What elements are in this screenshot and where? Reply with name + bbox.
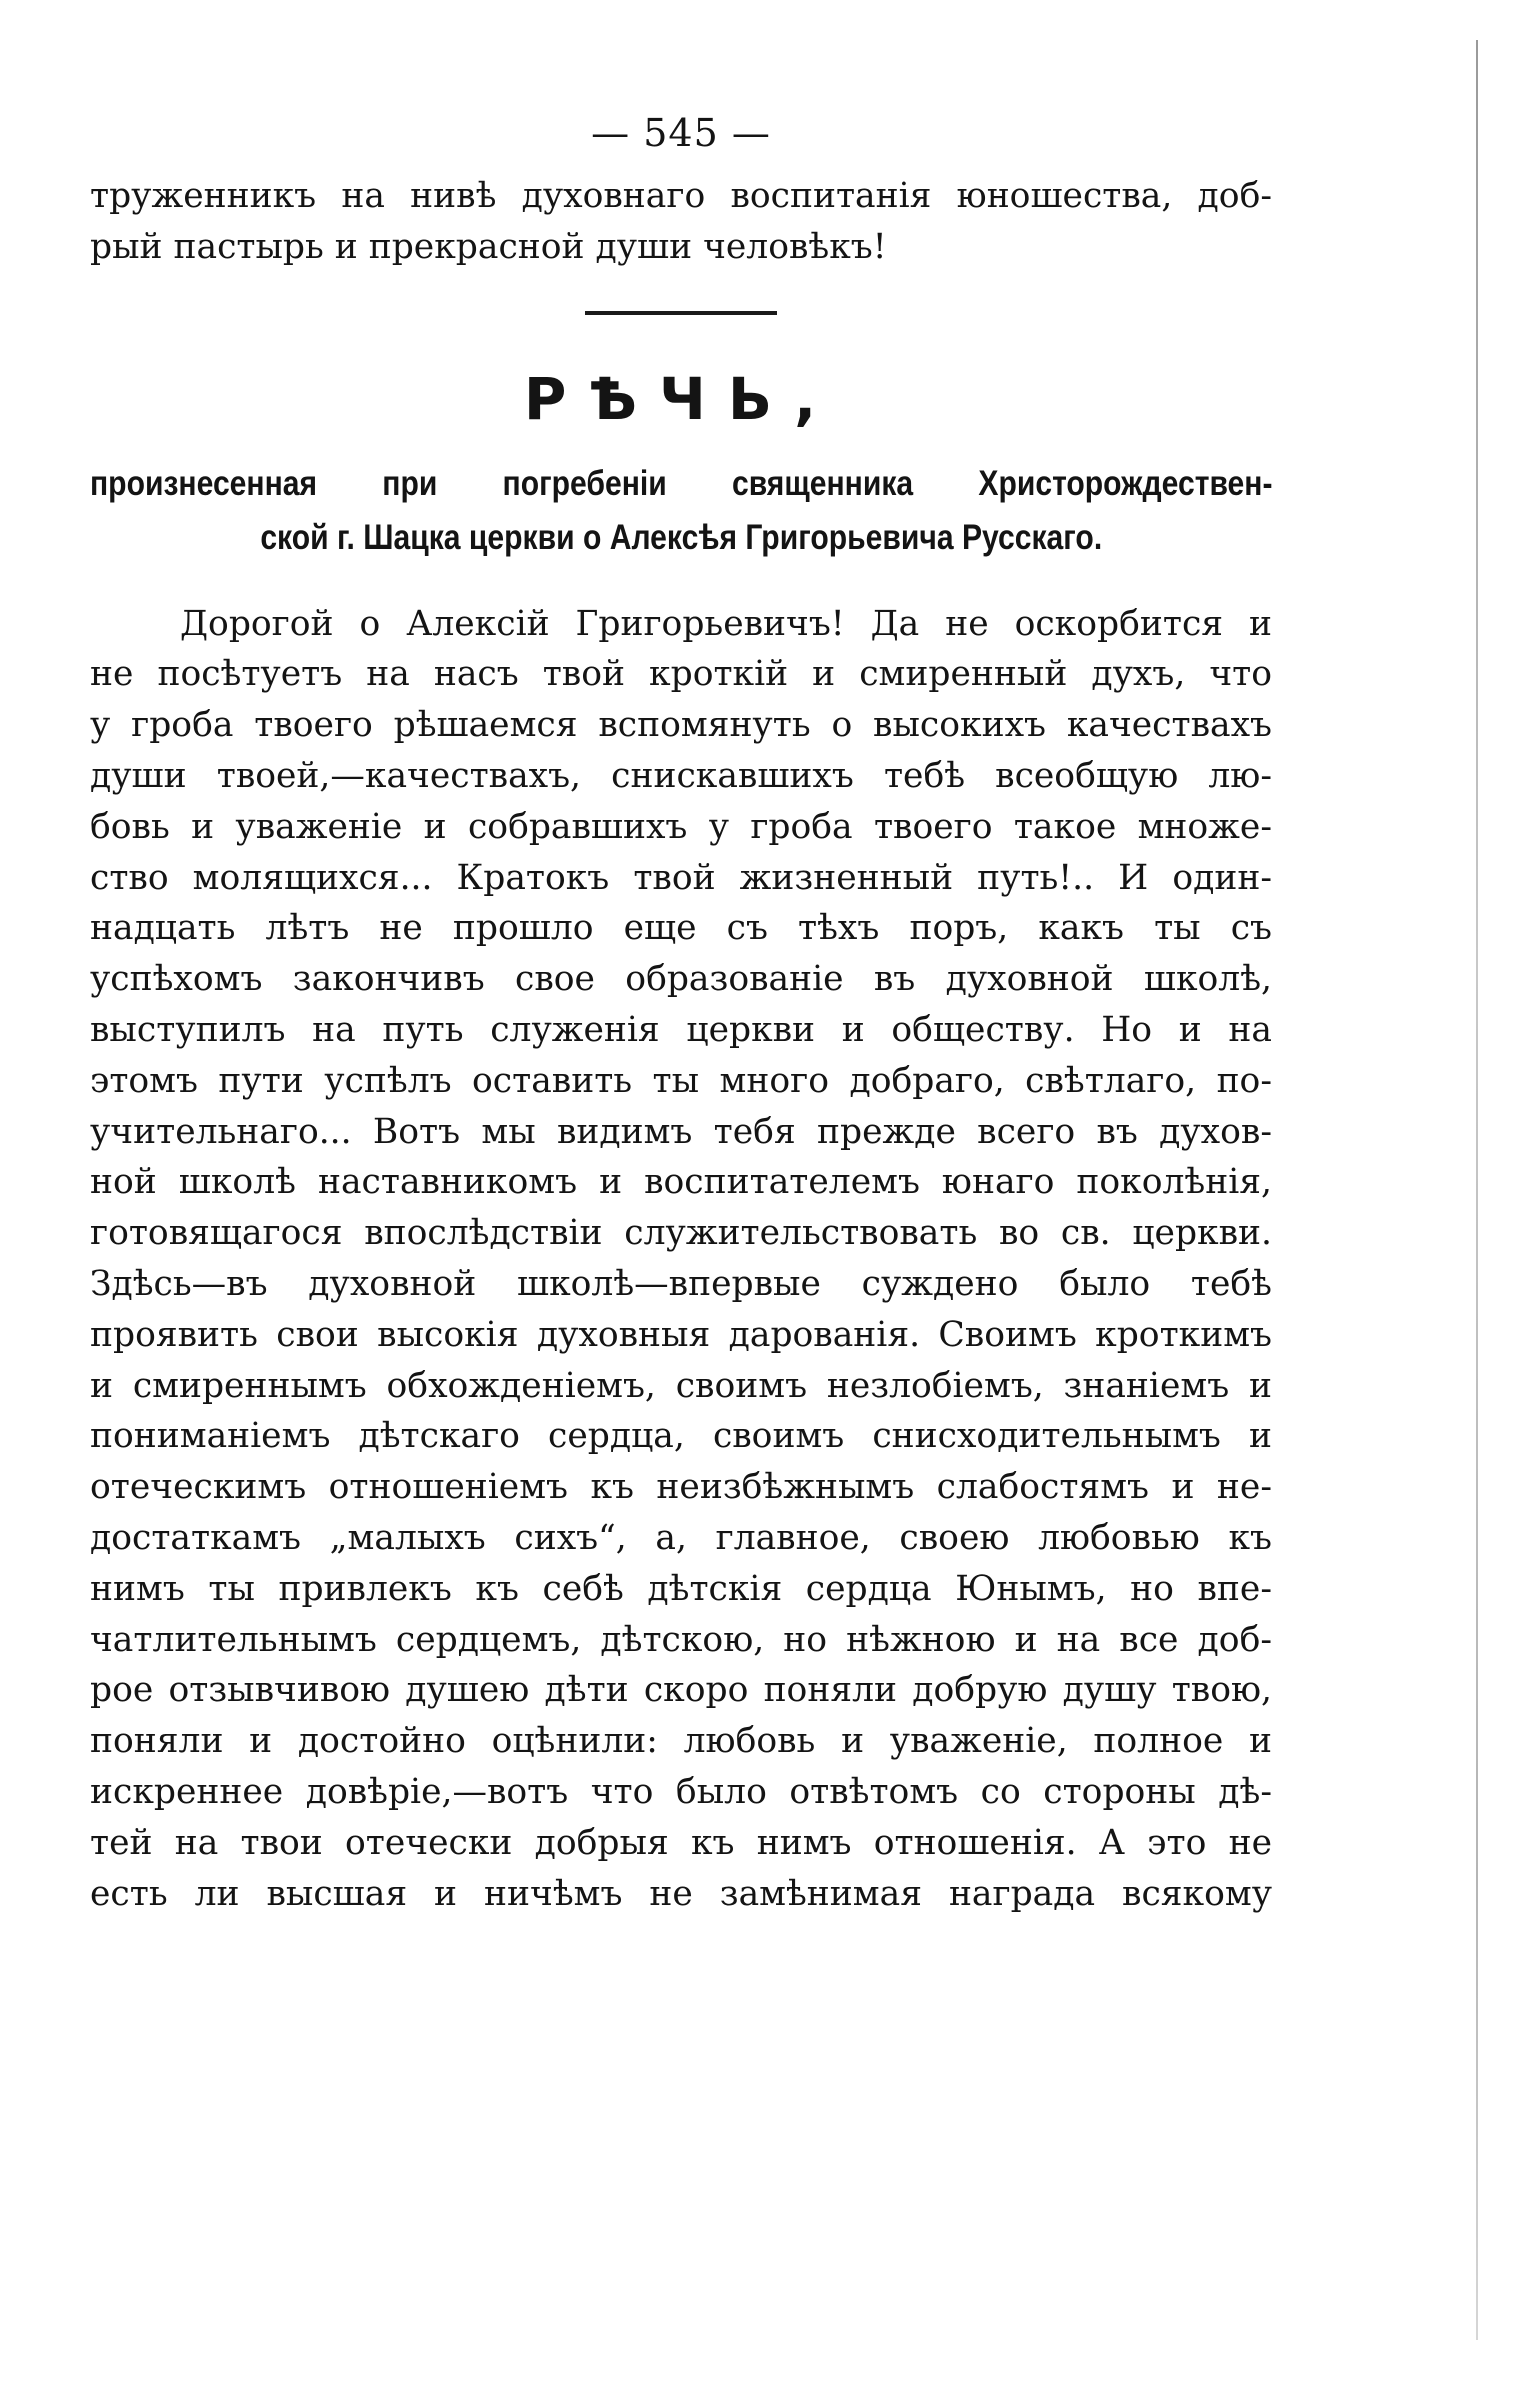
text-line: достаткамъ „малыхъ сихъ“, а, главное, своею любовью къ (90, 1517, 1272, 1558)
text-line: искреннее довѣріе,—вотъ что было отвѣтомъ со стороны дѣ- (90, 1771, 1272, 1812)
text-line: Здѣсь—въ духовной школѣ—впервые суждено было тебѣ (90, 1263, 1272, 1304)
text-line: пониманіемъ дѣтскаго сердца, своимъ снисходительнымъ и (90, 1416, 1272, 1457)
text-line: поняли и достойно оцѣнили: любовь и уваженіе, полное и (90, 1721, 1272, 1762)
text-line: бовь и уваженіе и собравшихъ у гроба твоего такое множе- (90, 806, 1272, 847)
text-line: учительнаго... Вотъ мы видимъ тебя прежде всего въ духов- (90, 1111, 1272, 1152)
text-line: тей на твои отечески добрыя къ нимъ отношенія. А это не (90, 1822, 1272, 1863)
text-line: чатлительнымъ сердцемъ, дѣтскою, но нѣжною и на все доб- (90, 1619, 1272, 1660)
page-edge-shadow (1476, 40, 1478, 2340)
text-line: нимъ ты привлекъ къ себѣ дѣтскія сердца Юнымъ, но впе- (90, 1568, 1272, 1609)
text-line: и смиреннымъ обхожденіемъ, своимъ незлобіемъ, знаніемъ и (90, 1365, 1272, 1406)
subheading-line: ской г. Шацка церкви о Алексѣя Григорьевича Русскаго. (260, 517, 1103, 557)
text-line: души твоей,—качествахъ, снискавшихъ тебѣ всеобщую лю- (90, 755, 1272, 796)
text-line: надцать лѣтъ не прошло еще съ тѣхъ поръ, какъ ты съ (90, 908, 1272, 949)
text-line: у гроба твоего рѣшаемся вспомянуть о высокихъ качествахъ (90, 705, 1272, 746)
text-line: рое отзывчивою душею дѣти скоро поняли добрую душу твою, (90, 1670, 1272, 1711)
page-number: — 545 — (591, 111, 771, 155)
text-line: рый пастырь и прекрасной души человѣкъ! (90, 226, 887, 267)
text-line: ной школѣ наставникомъ и воспитателемъ юнаго поколѣнія, (90, 1162, 1272, 1203)
text-line: проявить свои высокія духовныя дарованія. Своимъ кроткимъ (90, 1314, 1272, 1355)
text-line: труженникъ на нивѣ духовнаго воспитанія юношества, доб- (90, 176, 1272, 216)
text-line: готовящагося впослѣдствіи служительствовать во св. церкви. (90, 1213, 1272, 1254)
speech-paragraph (90, 599, 1272, 1920)
text-line: есть ли высшая и ничѣмъ не замѣнимая награда всякому (90, 1873, 1272, 1914)
section-divider (585, 311, 777, 315)
text-line: отеческимъ отношеніемъ къ неизбѣжнымъ слабостямъ и не- (90, 1467, 1272, 1508)
opening-paragraph (90, 171, 1272, 273)
speech-heading: РѢЧЬ, (523, 364, 839, 433)
text-line: ство молящихся... Кратокъ твой жизненный путь!.. И один- (90, 857, 1272, 898)
text-line: не посѣтуетъ на насъ твой кроткій и смиренный духъ, что (90, 654, 1272, 695)
text-line: этомъ пути успѣлъ оставить ты много добраго, свѣтлаго, по- (90, 1060, 1272, 1101)
subheading-line: произнесенная при погребеніи священника Христорождествен- (90, 463, 1273, 503)
text-column (90, 95, 1272, 1919)
text-line: выступилъ на путь служенія церкви и обществу. Но и на (90, 1009, 1272, 1050)
speech-subheading (90, 457, 1273, 565)
text-line: Дорогой о Алексій Григорьевичъ! Да не оскорбится и (180, 603, 1272, 644)
text-line: успѣхомъ закончивъ свое образованіе въ духовной школѣ, (90, 959, 1272, 1000)
